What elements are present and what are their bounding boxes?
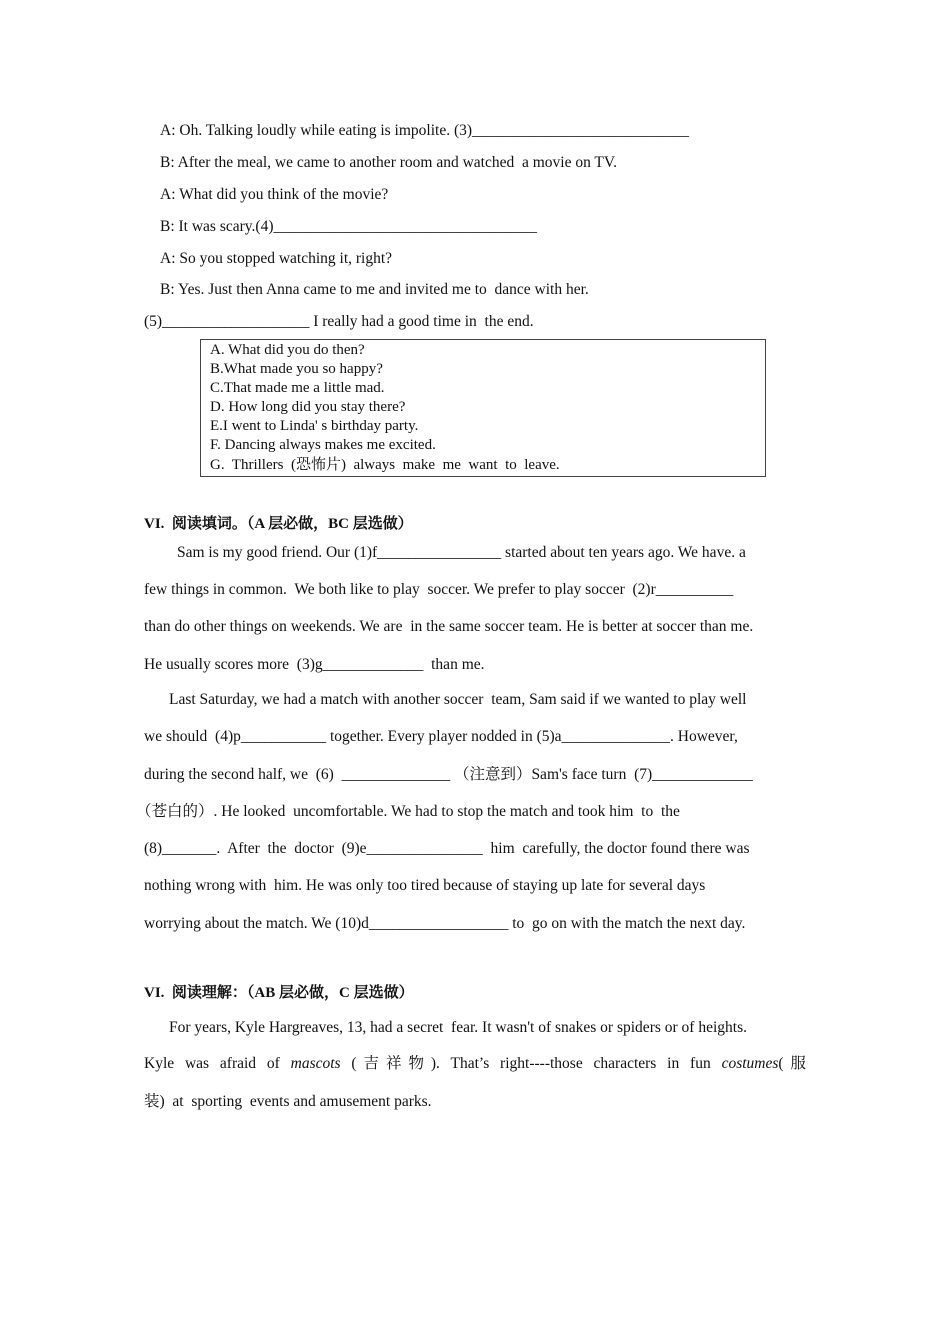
paragraph-line: nothing wrong with him. He was only too tired because of staying up late for several days — [144, 877, 706, 894]
text: Kyle was afraid of — [144, 1055, 291, 1072]
option-item: E.I went to Linda' s birthday party. — [210, 418, 419, 434]
option-item: B.What made you so happy? — [210, 361, 383, 377]
section-heading: VI. 阅读理解：（AB 层必做，C 层选做） — [144, 985, 414, 1001]
dialogue-line: A: What did you think of the movie? — [160, 186, 389, 203]
option-item: D. How long did you stay there? — [210, 399, 406, 415]
paragraph-line: during the second half, we (6) ______________ （注意到）Sam's face turn (7)_____________ — [144, 766, 753, 783]
dialogue-line: B: It was scary.(4)__________________________________ — [160, 218, 537, 235]
paragraph-line: worrying about the match. We (10)d__________________ to go on with the match the next day. — [144, 915, 746, 932]
option-item: F. Dancing always makes me excited. — [210, 437, 436, 453]
dialogue-line: B: After the meal, we came to another room and watched a movie on TV. — [160, 154, 617, 171]
section-heading: VI. 阅读填词。（A 层必做，BC 层选做） — [144, 516, 413, 532]
paragraph-line: (8)_______. After the doctor (9)e_______________ him carefully, the doctor found there was — [144, 840, 750, 857]
text: (吉祥物). That’s right----those characters in fun — [340, 1055, 722, 1072]
paragraph-line: we should (4)p___________ together. Every player nodded in (5)a______________. However, — [144, 728, 738, 745]
dialogue-line: A: So you stopped watching it, right? — [160, 250, 393, 267]
paragraph-line: than do other things on weekends. We are in the same soccer team. He is better at soccer than me. — [144, 618, 754, 635]
paragraph-line: （苍白的）. He looked uncomfortable. We had to stop the match and took him to the — [136, 803, 680, 820]
option-item: G. Thrillers (恐怖片) always make me want to leave. — [210, 457, 560, 473]
paragraph-line: For years, Kyle Hargreaves, 13, had a secret fear. It wasn't of snakes or spiders or of heights. — [169, 1019, 747, 1036]
option-item: A. What did you do then? — [210, 342, 365, 358]
paragraph-line: He usually scores more (3)g_____________ than me. — [144, 656, 485, 673]
italic-term: mascots — [290, 1055, 341, 1072]
dialogue-line: A: Oh. Talking loudly while eating is impolite. (3)____________________________ — [160, 122, 690, 139]
option-item: C.That made me a little mad. — [210, 380, 385, 396]
paragraph-line — [144, 1054, 806, 1074]
dialogue-line: B: Yes. Just then Anna came to me and invited me to dance with her. — [160, 281, 589, 298]
paragraph-line: few things in common. We both like to play soccer. We prefer to play soccer (2)r__________ — [144, 581, 734, 598]
paragraph-line: Last Saturday, we had a match with another soccer team, Sam said if we wanted to play well — [169, 691, 747, 708]
paragraph-line: 装) at sporting events and amusement parks. — [144, 1093, 432, 1110]
options-box — [200, 339, 766, 477]
italic-term: costumes — [721, 1055, 779, 1072]
dialogue-line: (5)___________________ I really had a good time in the end. — [144, 313, 534, 330]
text: (服 — [778, 1055, 807, 1072]
paragraph-line: Sam is my good friend. Our (1)f________________ started about ten years ago. We have. a — [177, 544, 746, 561]
